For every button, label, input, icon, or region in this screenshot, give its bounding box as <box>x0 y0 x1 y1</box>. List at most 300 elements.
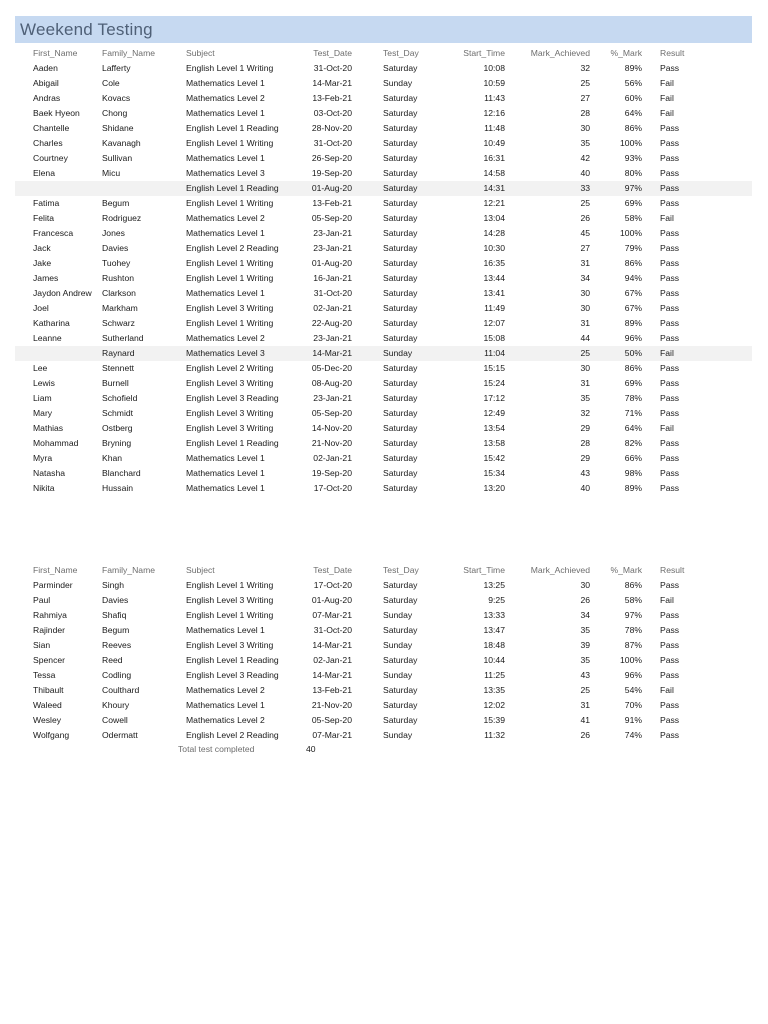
cell-result: Pass <box>660 63 680 73</box>
cell-mark-achieved: 44 <box>580 333 590 343</box>
cell-percent-mark: 94% <box>624 273 642 283</box>
cell-test-date: 17-Oct-20 <box>313 483 352 493</box>
total-tests-value: 40 <box>306 744 316 754</box>
cell-first-name: Chantelle <box>33 123 70 133</box>
cell-family-name: Schwarz <box>102 318 135 328</box>
cell-first-name: Mathias <box>33 423 64 433</box>
header-subject: Subject <box>186 48 215 58</box>
cell-percent-mark: 50% <box>624 348 642 358</box>
cell-mark-achieved: 31 <box>580 700 590 710</box>
cell-percent-mark: 87% <box>624 640 642 650</box>
table-row[interactable] <box>15 181 752 196</box>
cell-family-name: Jones <box>102 228 125 238</box>
cell-result: Pass <box>660 123 680 133</box>
cell-result: Fail <box>660 595 674 605</box>
table-row[interactable] <box>15 316 752 331</box>
cell-first-name: Sian <box>33 640 51 650</box>
cell-first-name: Jake <box>33 258 52 268</box>
cell-test-day: Saturday <box>383 213 418 223</box>
table-row[interactable] <box>15 406 752 421</box>
header-result: Result <box>660 565 685 575</box>
cell-test-date: 14-Mar-21 <box>312 348 352 358</box>
cell-first-name: Nikita <box>33 483 55 493</box>
cell-test-date: 13-Feb-21 <box>312 685 352 695</box>
cell-result: Pass <box>660 730 680 740</box>
cell-mark-achieved: 29 <box>580 453 590 463</box>
cell-subject: Mathematics Level 2 <box>186 93 265 103</box>
table-row[interactable] <box>15 211 752 226</box>
cell-result: Fail <box>660 213 674 223</box>
cell-result: Pass <box>660 438 680 448</box>
cell-test-day: Saturday <box>383 408 418 418</box>
cell-mark-achieved: 34 <box>580 273 590 283</box>
table-row[interactable] <box>15 136 752 151</box>
cell-percent-mark: 80% <box>624 168 642 178</box>
cell-percent-mark: 66% <box>624 453 642 463</box>
cell-family-name: Bryning <box>102 438 132 448</box>
total-summary <box>15 742 752 757</box>
cell-subject: Mathematics Level 1 <box>186 700 265 710</box>
cell-start-time: 11:04 <box>484 348 505 358</box>
cell-test-date: 22-Aug-20 <box>311 318 352 328</box>
table-row[interactable] <box>15 466 752 481</box>
cell-percent-mark: 67% <box>624 288 642 298</box>
cell-mark-achieved: 29 <box>580 423 590 433</box>
cell-start-time: 13:44 <box>483 273 505 283</box>
table-row[interactable] <box>15 271 752 286</box>
cell-start-time: 13:41 <box>483 288 505 298</box>
cell-test-day: Sunday <box>383 78 413 88</box>
cell-family-name: Davies <box>102 595 129 605</box>
cell-mark-achieved: 27 <box>580 93 590 103</box>
cell-family-name: Singh <box>102 580 124 590</box>
cell-family-name: Khan <box>102 453 123 463</box>
table-row[interactable] <box>15 578 752 593</box>
table-row[interactable] <box>15 728 752 743</box>
table-row[interactable] <box>15 481 752 496</box>
table-row[interactable] <box>15 286 752 301</box>
cell-result: Fail <box>660 348 674 358</box>
table-row[interactable] <box>15 683 752 698</box>
table-row[interactable] <box>15 593 752 608</box>
cell-first-name: Tessa <box>33 670 56 680</box>
cell-test-day: Saturday <box>383 303 418 313</box>
cell-mark-achieved: 42 <box>580 153 590 163</box>
cell-family-name: Reeves <box>102 640 132 650</box>
cell-first-name: Courtney <box>33 153 68 163</box>
table-row[interactable] <box>15 608 752 623</box>
cell-result: Pass <box>660 378 680 388</box>
cell-test-day: Saturday <box>383 123 418 133</box>
cell-percent-mark: 78% <box>624 393 642 403</box>
cell-mark-achieved: 39 <box>580 640 590 650</box>
cell-first-name: Mary <box>33 408 53 418</box>
cell-test-date: 21-Nov-20 <box>311 438 352 448</box>
cell-test-date: 08-Aug-20 <box>311 378 352 388</box>
cell-family-name: Micu <box>102 168 121 178</box>
cell-mark-achieved: 26 <box>580 213 590 223</box>
cell-percent-mark: 93% <box>624 153 642 163</box>
table-row[interactable] <box>15 376 752 391</box>
cell-result: Pass <box>660 258 680 268</box>
cell-result: Pass <box>660 670 680 680</box>
cell-percent-mark: 89% <box>624 63 642 73</box>
cell-subject: Mathematics Level 1 <box>186 108 265 118</box>
cell-mark-achieved: 31 <box>580 318 590 328</box>
cell-start-time: 12:16 <box>483 108 505 118</box>
cell-first-name: Baek Hyeon <box>33 108 80 118</box>
cell-test-day: Sunday <box>383 730 413 740</box>
cell-mark-achieved: 35 <box>580 393 590 403</box>
cell-result: Fail <box>660 685 674 695</box>
cell-mark-achieved: 27 <box>580 243 590 253</box>
cell-start-time: 9:25 <box>488 595 505 605</box>
table-row[interactable] <box>15 346 752 361</box>
cell-test-day: Saturday <box>383 288 418 298</box>
cell-first-name: Rahmiya <box>33 610 67 620</box>
header-start-time: Start_Time <box>463 565 505 575</box>
header-result: Result <box>660 48 685 58</box>
cell-start-time: 16:35 <box>483 258 505 268</box>
table-row[interactable] <box>15 436 752 451</box>
cell-start-time: 13:47 <box>483 625 505 635</box>
cell-test-day: Sunday <box>383 640 413 650</box>
cell-test-date: 31-Oct-20 <box>313 625 352 635</box>
cell-start-time: 13:04 <box>483 213 505 223</box>
cell-test-date: 31-Oct-20 <box>313 63 352 73</box>
cell-start-time: 16:31 <box>483 153 505 163</box>
cell-result: Pass <box>660 700 680 710</box>
cell-test-day: Saturday <box>383 468 418 478</box>
cell-subject: Mathematics Level 2 <box>186 213 265 223</box>
table-row[interactable] <box>15 638 752 653</box>
cell-percent-mark: 100% <box>620 228 642 238</box>
cell-start-time: 13:25 <box>483 580 505 590</box>
cell-test-date: 31-Oct-20 <box>313 138 352 148</box>
cell-subject: English Level 2 Reading <box>186 243 279 253</box>
cell-result: Fail <box>660 78 674 88</box>
table-row[interactable] <box>15 361 752 376</box>
cell-start-time: 13:20 <box>483 483 505 493</box>
cell-test-date: 07-Mar-21 <box>312 730 352 740</box>
cell-start-time: 11:43 <box>484 93 505 103</box>
table-row[interactable] <box>15 421 752 436</box>
cell-first-name: Leanne <box>33 333 62 343</box>
cell-test-date: 26-Sep-20 <box>311 153 352 163</box>
cell-result: Pass <box>660 625 680 635</box>
cell-subject: English Level 3 Reading <box>186 670 279 680</box>
cell-mark-achieved: 40 <box>580 168 590 178</box>
cell-test-day: Saturday <box>383 363 418 373</box>
table-row[interactable] <box>15 653 752 668</box>
cell-family-name: Schmidt <box>102 408 134 418</box>
cell-family-name: Shafiq <box>102 610 127 620</box>
cell-result: Pass <box>660 228 680 238</box>
cell-percent-mark: 54% <box>624 685 642 695</box>
cell-test-day: Saturday <box>383 243 418 253</box>
cell-start-time: 11:49 <box>484 303 505 313</box>
cell-test-date: 23-Jan-21 <box>313 228 352 238</box>
cell-result: Pass <box>660 408 680 418</box>
cell-mark-achieved: 28 <box>580 108 590 118</box>
cell-test-date: 05-Sep-20 <box>311 408 352 418</box>
cell-first-name: Lee <box>33 363 48 373</box>
cell-start-time: 15:42 <box>483 453 505 463</box>
cell-result: Pass <box>660 138 680 148</box>
cell-test-date: 13-Feb-21 <box>312 198 352 208</box>
cell-test-date: 01-Aug-20 <box>311 183 352 193</box>
cell-mark-achieved: 26 <box>580 595 590 605</box>
table-header-row <box>15 46 752 61</box>
cell-test-date: 31-Oct-20 <box>313 288 352 298</box>
cell-mark-achieved: 32 <box>580 408 590 418</box>
cell-family-name: Shidane <box>102 123 134 133</box>
cell-mark-achieved: 30 <box>580 288 590 298</box>
cell-family-name: Codling <box>102 670 132 680</box>
cell-result: Fail <box>660 108 674 118</box>
cell-subject: English Level 1 Writing <box>186 138 274 148</box>
cell-start-time: 14:58 <box>483 168 505 178</box>
table-row[interactable] <box>15 91 752 106</box>
cell-result: Pass <box>660 273 680 283</box>
cell-percent-mark: 64% <box>624 423 642 433</box>
cell-test-date: 02-Jan-21 <box>313 655 352 665</box>
cell-family-name: Raynard <box>102 348 135 358</box>
header-family-name: Family_Name <box>102 565 156 575</box>
cell-test-date: 23-Jan-21 <box>313 333 352 343</box>
cell-subject: Mathematics Level 3 <box>186 348 265 358</box>
cell-subject: Mathematics Level 2 <box>186 685 265 695</box>
table-row[interactable] <box>15 121 752 136</box>
cell-first-name: Myra <box>33 453 53 463</box>
cell-first-name: Felita <box>33 213 55 223</box>
cell-test-date: 13-Feb-21 <box>312 93 352 103</box>
cell-first-name: Waleed <box>33 700 62 710</box>
cell-subject: English Level 1 Writing <box>186 63 274 73</box>
cell-first-name: Elena <box>33 168 55 178</box>
cell-start-time: 10:08 <box>483 63 505 73</box>
cell-percent-mark: 64% <box>624 108 642 118</box>
cell-test-day: Saturday <box>383 63 418 73</box>
table-row[interactable] <box>15 391 752 406</box>
cell-first-name: Thibault <box>33 685 64 695</box>
cell-mark-achieved: 32 <box>580 63 590 73</box>
cell-test-day: Saturday <box>383 228 418 238</box>
cell-first-name: Parminder <box>33 580 73 590</box>
cell-first-name: Wesley <box>33 715 62 725</box>
header-start-time: Start_Time <box>463 48 505 58</box>
cell-subject: English Level 3 Writing <box>186 378 274 388</box>
cell-start-time: 14:28 <box>483 228 505 238</box>
table-row[interactable] <box>15 698 752 713</box>
cell-percent-mark: 89% <box>624 318 642 328</box>
cell-start-time: 11:48 <box>484 123 505 133</box>
cell-family-name: Burnell <box>102 378 129 388</box>
cell-start-time: 10:30 <box>483 243 505 253</box>
cell-test-day: Saturday <box>383 108 418 118</box>
cell-result: Fail <box>660 93 674 103</box>
cell-start-time: 10:44 <box>483 655 505 665</box>
cell-family-name: Davies <box>102 243 129 253</box>
cell-percent-mark: 100% <box>620 138 642 148</box>
cell-result: Fail <box>660 423 674 433</box>
cell-subject: English Level 1 Writing <box>186 318 274 328</box>
table-row[interactable] <box>15 76 752 91</box>
cell-mark-achieved: 25 <box>580 348 590 358</box>
cell-result: Pass <box>660 333 680 343</box>
header-first-name: First_Name <box>33 565 78 575</box>
cell-percent-mark: 82% <box>624 438 642 448</box>
cell-percent-mark: 58% <box>624 213 642 223</box>
cell-start-time: 13:54 <box>483 423 505 433</box>
cell-percent-mark: 86% <box>624 123 642 133</box>
header-percent-mark: %_Mark <box>610 565 642 575</box>
cell-first-name: Rajinder <box>33 625 66 635</box>
cell-test-day: Saturday <box>383 715 418 725</box>
cell-subject: Mathematics Level 1 <box>186 228 265 238</box>
cell-test-date: 19-Sep-20 <box>311 168 352 178</box>
header-test-day: Test_Day <box>383 565 419 575</box>
cell-subject: English Level 1 Writing <box>186 273 274 283</box>
results-table-block-1 <box>15 46 752 496</box>
header-family-name: Family_Name <box>102 48 156 58</box>
cell-family-name: Clarkson <box>102 288 136 298</box>
cell-result: Pass <box>660 468 680 478</box>
cell-family-name: Chong <box>102 108 128 118</box>
table-row[interactable] <box>15 713 752 728</box>
cell-start-time: 15:24 <box>483 378 505 388</box>
cell-result: Pass <box>660 610 680 620</box>
table-row[interactable] <box>15 331 752 346</box>
cell-test-day: Saturday <box>383 138 418 148</box>
cell-start-time: 12:49 <box>483 408 505 418</box>
cell-test-day: Saturday <box>383 438 418 448</box>
cell-family-name: Cole <box>102 78 120 88</box>
cell-test-date: 01-Aug-20 <box>311 595 352 605</box>
cell-subject: English Level 1 Reading <box>186 438 279 448</box>
table-row[interactable] <box>15 241 752 256</box>
cell-percent-mark: 86% <box>624 363 642 373</box>
cell-percent-mark: 100% <box>620 655 642 665</box>
cell-mark-achieved: 30 <box>580 123 590 133</box>
header-percent-mark: %_Mark <box>610 48 642 58</box>
cell-start-time: 17:12 <box>483 393 505 403</box>
cell-test-date: 14-Mar-21 <box>312 78 352 88</box>
cell-subject: Mathematics Level 1 <box>186 153 265 163</box>
table-row[interactable] <box>15 106 752 121</box>
cell-first-name: Aaden <box>33 63 58 73</box>
cell-mark-achieved: 28 <box>580 438 590 448</box>
cell-test-date: 23-Jan-21 <box>313 393 352 403</box>
cell-start-time: 15:34 <box>483 468 505 478</box>
cell-first-name: Wolfgang <box>33 730 70 740</box>
table-row[interactable] <box>15 151 752 166</box>
cell-percent-mark: 69% <box>624 378 642 388</box>
table-body-block-2 <box>15 578 752 743</box>
table-row[interactable] <box>15 301 752 316</box>
cell-first-name: Lewis <box>33 378 55 388</box>
cell-mark-achieved: 45 <box>580 228 590 238</box>
cell-family-name: Rodriguez <box>102 213 142 223</box>
cell-result: Pass <box>660 288 680 298</box>
cell-start-time: 13:35 <box>483 685 505 695</box>
cell-result: Pass <box>660 243 680 253</box>
cell-test-date: 14-Mar-21 <box>312 640 352 650</box>
cell-result: Pass <box>660 198 680 208</box>
cell-family-name: Begum <box>102 625 130 635</box>
cell-first-name: Paul <box>33 595 51 605</box>
table-row[interactable] <box>15 61 752 76</box>
cell-test-day: Saturday <box>383 273 418 283</box>
cell-subject: Mathematics Level 2 <box>186 333 265 343</box>
cell-mark-achieved: 35 <box>580 625 590 635</box>
cell-mark-achieved: 41 <box>580 715 590 725</box>
table-row[interactable] <box>15 623 752 638</box>
cell-test-date: 17-Oct-20 <box>313 580 352 590</box>
cell-family-name: Khoury <box>102 700 130 710</box>
cell-mark-achieved: 43 <box>580 468 590 478</box>
cell-start-time: 10:59 <box>483 78 505 88</box>
cell-subject: Mathematics Level 1 <box>186 453 265 463</box>
cell-percent-mark: 89% <box>624 483 642 493</box>
cell-result: Pass <box>660 153 680 163</box>
cell-result: Pass <box>660 363 680 373</box>
cell-result: Pass <box>660 183 680 193</box>
cell-percent-mark: 86% <box>624 258 642 268</box>
cell-subject: English Level 1 Writing <box>186 580 274 590</box>
table-row[interactable] <box>15 256 752 271</box>
cell-subject: English Level 2 Writing <box>186 363 274 373</box>
cell-first-name: Andras <box>33 93 61 103</box>
cell-test-day: Saturday <box>383 483 418 493</box>
cell-test-date: 07-Mar-21 <box>312 610 352 620</box>
cell-first-name: Liam <box>33 393 52 403</box>
cell-result: Pass <box>660 303 680 313</box>
cell-test-day: Saturday <box>383 655 418 665</box>
cell-family-name: Odermatt <box>102 730 138 740</box>
cell-family-name: Kovacs <box>102 93 131 103</box>
cell-subject: Mathematics Level 1 <box>186 288 265 298</box>
table-row[interactable] <box>15 451 752 466</box>
cell-start-time: 18:48 <box>483 640 505 650</box>
cell-mark-achieved: 31 <box>580 258 590 268</box>
cell-test-day: Sunday <box>383 610 413 620</box>
cell-result: Pass <box>660 483 680 493</box>
cell-mark-achieved: 26 <box>580 730 590 740</box>
cell-test-day: Saturday <box>383 393 418 403</box>
cell-test-day: Sunday <box>383 348 413 358</box>
cell-test-day: Saturday <box>383 183 418 193</box>
cell-percent-mark: 70% <box>624 700 642 710</box>
cell-family-name: Blanchard <box>102 468 141 478</box>
cell-test-day: Saturday <box>383 168 418 178</box>
cell-test-day: Saturday <box>383 453 418 463</box>
cell-test-date: 05-Sep-20 <box>311 213 352 223</box>
cell-percent-mark: 56% <box>624 78 642 88</box>
cell-test-day: Saturday <box>383 685 418 695</box>
cell-subject: English Level 3 Writing <box>186 408 274 418</box>
cell-percent-mark: 60% <box>624 93 642 103</box>
table-row[interactable] <box>15 166 752 181</box>
table-row[interactable] <box>15 226 752 241</box>
table-row[interactable] <box>15 668 752 683</box>
table-row[interactable] <box>15 196 752 211</box>
cell-subject: English Level 1 Reading <box>186 123 279 133</box>
header-first-name: First_Name <box>33 48 78 58</box>
cell-result: Pass <box>660 640 680 650</box>
cell-test-day: Saturday <box>383 625 418 635</box>
cell-test-date: 21-Nov-20 <box>311 700 352 710</box>
